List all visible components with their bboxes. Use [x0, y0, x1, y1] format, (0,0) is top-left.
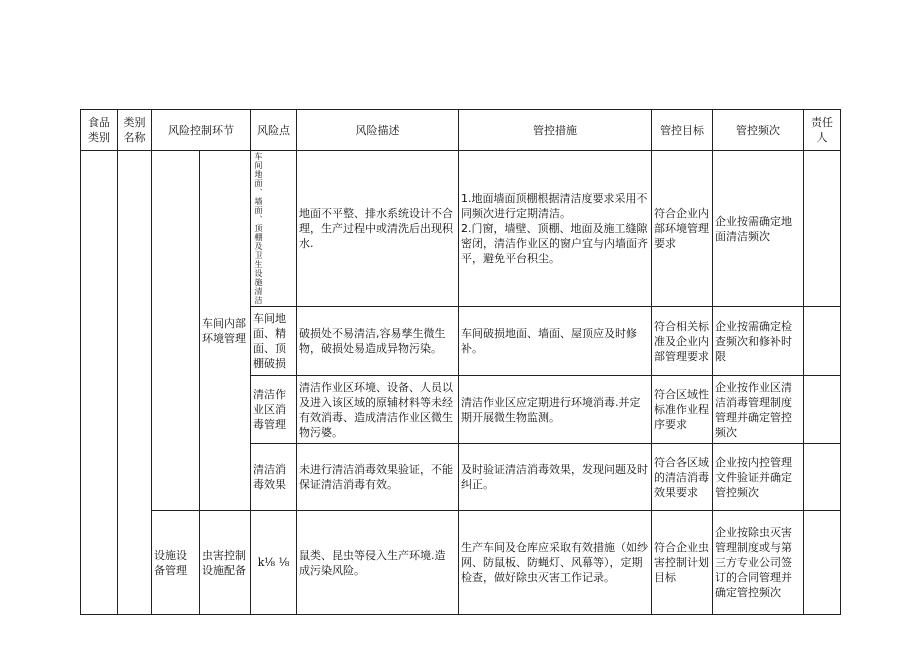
header-food-category: 食品类别 [81, 110, 118, 151]
control-frequency-cell: 企业按除虫灭害管理制度或与第三方专业公司签订的合同管理并确定管控频次 [713, 511, 804, 615]
risk-description-cell: 鼠类、昆虫等侵入生产环境.造成污染风险。 [297, 511, 459, 615]
header-risk-control-link: 风险控制环节 [152, 110, 251, 151]
control-target-cell: 符合企业虫害控制计划目标 [652, 511, 713, 615]
risk-point-cell [251, 151, 297, 307]
header-row [81, 110, 841, 151]
risk-point-cell: 车间地面、精面、顶棚破损 [251, 307, 297, 376]
table-row [81, 151, 841, 307]
header-risk-description: 风险描述 [297, 110, 459, 151]
risk-description-cell: 未进行清洁消毒效果验证，不能保证清洁消毒有效。 [297, 444, 459, 511]
pest-control-cell: 虫害控制设施配备 [200, 511, 251, 615]
risk-control-table [80, 109, 841, 615]
control-measures-cell: 清洁作业区应定期进行环境消毒.并定期开展微生物监测。 [459, 376, 652, 444]
category-name-cell [118, 151, 152, 615]
header-control-frequency: 管控频次 [713, 110, 804, 151]
facility-cell: 设施设备管理 [152, 511, 200, 615]
control-frequency-cell: 企业按需确定检查频次和修补时限 [713, 307, 804, 376]
control-target-cell: 符合区域性标准作业程序要求 [652, 376, 713, 444]
responsible-cell [804, 511, 841, 615]
responsible-cell [804, 376, 841, 444]
risk-point-vertical-text: 车间地面、墙面、顶棚及卫生设施清洁 [254, 152, 263, 305]
header-control-measures: 管控措施 [459, 110, 652, 151]
risk-description-cell: 地面不平整、排水系统设计不合理，生产过程中或清洗后出现积水. [297, 151, 459, 307]
table-row [81, 511, 841, 615]
control-measures-cell: 车间破损地面、墙面、屋顶应及时修补。 [459, 307, 652, 376]
responsible-cell [804, 444, 841, 511]
risk-description-cell: 破损处不易清洁,容易孳生微生物，破损处易造成异物污染。 [297, 307, 459, 376]
control-target-cell: 符合相关标准及企业内部管理要求 [652, 307, 713, 376]
food-category-cell [81, 151, 118, 615]
control-frequency-cell: 企业按内控管理文件验证并确定管控频次 [713, 444, 804, 511]
control-frequency-cell: 企业按作业区清洁消毒管理制度管理并确定管控频次 [713, 376, 804, 444]
risk-point-cell: 清洁作业区消毒管理 [251, 376, 297, 444]
risk-description-cell: 清洁作业区环境、设备、人员以及进入该区域的原辅材料等未经有效消毒、造成清洁作业区微生物污婆。 [297, 376, 459, 444]
risk-control-link-cell [152, 151, 200, 511]
risk-point-cell: k⅛ ⅛ [251, 511, 297, 615]
control-measures-cell: 及时验证清洁消毒效果，发现问题及时纠正。 [459, 444, 652, 511]
header-control-target: 管控目标 [652, 110, 713, 151]
control-target-cell: 符合企业内部环境管理要求 [652, 151, 713, 307]
risk-point-cell: 清洁消毒效果 [251, 444, 297, 511]
header-category-name: 类别名称 [118, 110, 152, 151]
control-measures-cell: 生产车间及仓库应采取有效措施（如纱网、防鼠板、防蝇灯、风幕等），定期检查，做好除虫灭害工作记录。 [459, 511, 652, 615]
responsible-cell [804, 151, 841, 307]
header-responsible: 责任人 [804, 110, 841, 151]
responsible-cell [804, 307, 841, 376]
control-target-cell: 符合各区域的清洁消毒效果要求 [652, 444, 713, 511]
workshop-env-cell: 车间内部环境管理 [200, 151, 251, 511]
control-frequency-cell: 企业按需确定地面清洁频次 [713, 151, 804, 307]
header-risk-point: 风险点 [251, 110, 297, 151]
control-measures-cell: 1.地面墙面顶棚根据清洁度要求采用不同频次进行定期清洁。 2.门窗，墙壁、顶棚、地面及施工缝隙密闭，清洁作业区的窗户宜与内墙面齐平，避免平台积尘。 [459, 151, 652, 307]
